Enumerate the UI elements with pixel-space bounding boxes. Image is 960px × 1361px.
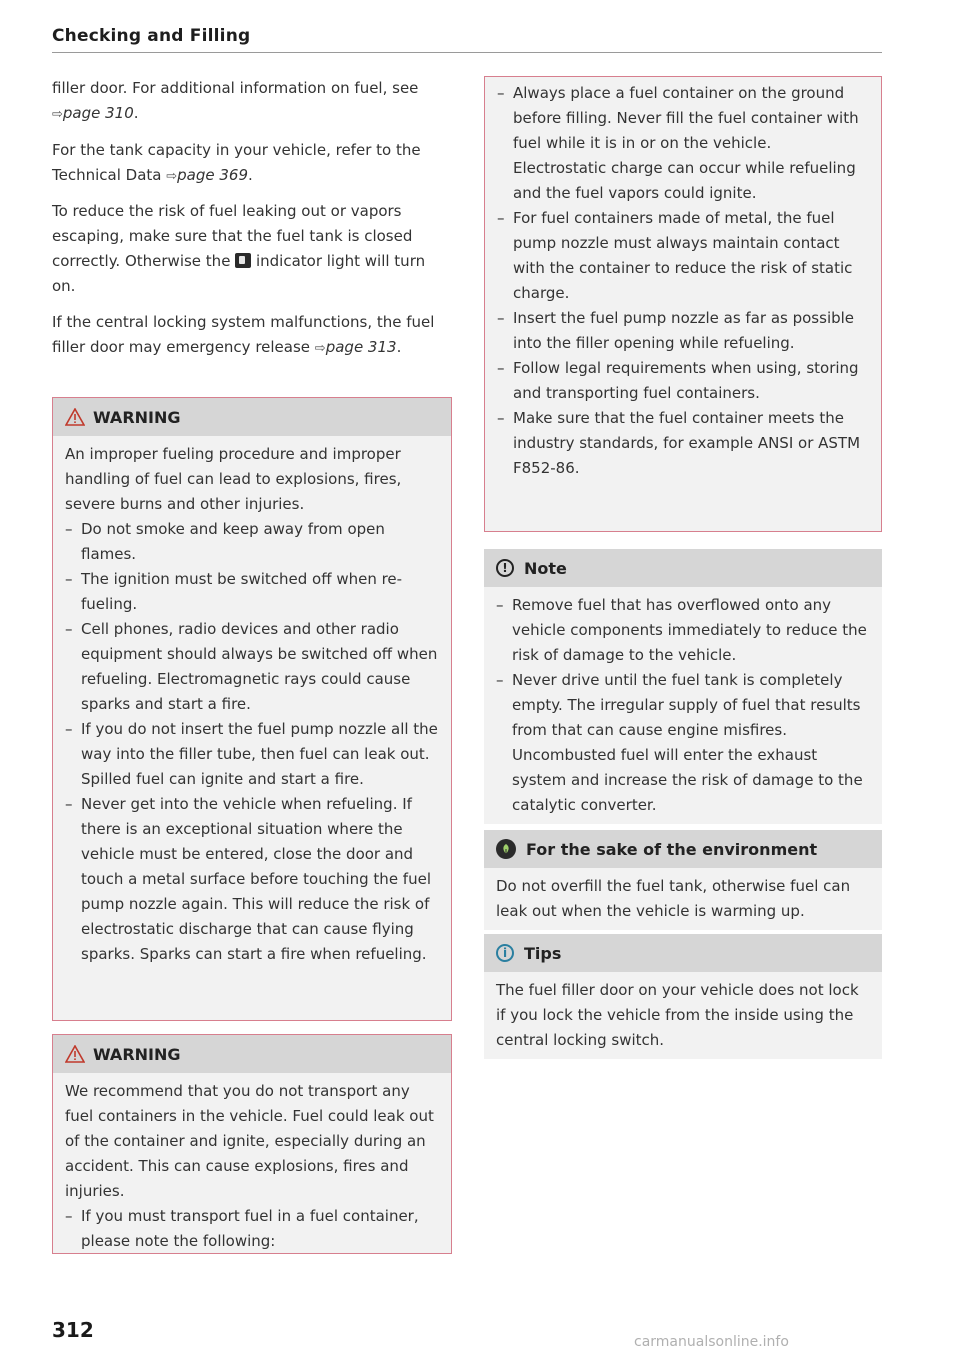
environment-text: Do not overfill the fuel tank, otherwise fuel can leak out when the vehicle is warming up.: [496, 877, 851, 920]
warning-box-continued: [484, 76, 882, 532]
warning-body: [53, 1073, 451, 1253]
arrow-icon: ⇨: [52, 107, 63, 122]
list-item: – Make sure that the fuel container meets the industry standards, for example ANSI or ASTM F852-86.: [497, 406, 869, 481]
warning-intro: An improper fueling procedure and improper handling of fuel can lead to explosions, fires, severe burns and other injuries.: [65, 445, 402, 513]
warning-triangle-icon: [65, 408, 85, 426]
list-item: – Do not smoke and keep away from open flames.: [65, 517, 439, 567]
page-link[interactable]: page 313: [325, 338, 397, 356]
section-title: Checking and Filling: [52, 26, 251, 46]
tips-body: [484, 972, 882, 1059]
paragraph-fuel-tank-closed: To reduce the risk of fuel leaking out or vapors escaping, make sure that the fuel tank is closed correctly. Otherwise the indicator light will turn on.: [52, 202, 426, 295]
leaf-icon: [496, 839, 516, 859]
note-box: [484, 549, 882, 817]
environment-box: [484, 830, 882, 920]
list-item: – Insert the fuel pump nozzle as far as possible into the filler opening while refueling.: [497, 306, 869, 356]
page-link[interactable]: page 369: [177, 166, 249, 184]
paragraph-emergency-release: If the central locking system malfunctions, the fuel filler door may emergency release ⇨page 313.: [52, 313, 435, 356]
environment-body: [484, 868, 882, 930]
warning-list: [65, 1204, 439, 1254]
leaf-glyph: [500, 843, 512, 855]
environment-title: For the sake of the environment: [526, 839, 818, 859]
note-list: [496, 593, 870, 818]
note-body: [484, 587, 882, 824]
warning-list: [497, 81, 869, 481]
list-item: – Remove fuel that has overflowed onto any vehicle components immediately to reduce the risk of damage to the vehicle.: [496, 593, 870, 668]
tips-box: [484, 934, 882, 1052]
warning-body: [485, 77, 881, 531]
paragraph-fuel-info: filler door. For additional information on fuel, see ⇨page 310.: [52, 79, 419, 122]
list-item: – Never get into the vehicle when refueling. If there is an exceptional situation where the vehicle must be entered, close the door and touch a metal surface before touching the fuel pump nozzle again. This will reduce the risk of electrostatic discharge that can cause flying sparks. Sparks can start a fire when refueling.: [65, 792, 439, 967]
warning-body: [53, 436, 451, 1020]
warning-header: [53, 398, 451, 436]
warning-title: WARNING: [93, 407, 181, 427]
exclamation-circle-icon: !: [496, 559, 514, 577]
warning-title: WARNING: [93, 1044, 181, 1064]
list-item: – If you must transport fuel in a fuel container, please note the following:: [65, 1204, 439, 1254]
tips-header: [484, 934, 882, 972]
note-header: [484, 549, 882, 587]
page-number: 312: [52, 1318, 94, 1342]
list-item: – Follow legal requirements when using, storing and transporting fuel containers.: [497, 356, 869, 406]
list-item: – Always place a fuel container on the ground before filling. Never fill the fuel container with fuel while it is in or on the vehicle. Electrostatic charge can occur while refueling and the fuel vapors could ignite.: [497, 81, 869, 206]
tips-text: The fuel filler door on your vehicle does not lock if you lock the vehicle from the inside using the central locking switch.: [496, 981, 859, 1049]
watermark: carmanualsonline.info: [634, 1334, 789, 1350]
page-link[interactable]: page 310: [62, 104, 134, 122]
page-header: [52, 26, 882, 53]
warning-header: [53, 1035, 451, 1073]
warning-list: [65, 517, 439, 967]
arrow-icon: ⇨: [166, 169, 178, 184]
warning-intro: We recommend that you do not transport any fuel containers in the vehicle. Fuel could leak out of the container and ignite, especially during an accident. This can cause explosions, fires and injuries.: [65, 1082, 434, 1200]
list-item: – Never drive until the fuel tank is completely empty. The irregular supply of fuel that results from that can cause engine misfires. Uncombusted fuel will enter the exhaust system and increase the risk of damage to the catalytic converter.: [496, 668, 870, 818]
tips-title: Tips: [524, 943, 562, 963]
paragraph-tank-capacity: For the tank capacity in your vehicle, refer to the Technical Data ⇨page 369.: [52, 141, 421, 184]
list-item: – The ignition must be switched off when refueling.: [65, 567, 439, 617]
fuel-cap-indicator-icon: [235, 253, 251, 268]
environment-header: [484, 830, 882, 868]
warning-triangle-icon: [65, 1045, 85, 1063]
note-title: Note: [524, 558, 567, 578]
list-item: – If you do not insert the fuel pump nozzle all the way into the filler tube, then fuel can leak out. Spilled fuel can ignite and start a fire.: [65, 717, 439, 792]
warning-box: [52, 397, 452, 1021]
list-item: – For fuel containers made of metal, the fuel pump nozzle must always maintain contact with the container to reduce the risk of static charge.: [497, 206, 869, 306]
list-item: – Cell phones, radio devices and other radio equipment should always be switched off when refueling. Electromagnetic rays could cause sparks and start a fire.: [65, 617, 439, 717]
info-circle-icon: i: [496, 944, 514, 962]
arrow-icon: ⇨: [314, 341, 326, 356]
warning-box-transport: [52, 1034, 452, 1254]
